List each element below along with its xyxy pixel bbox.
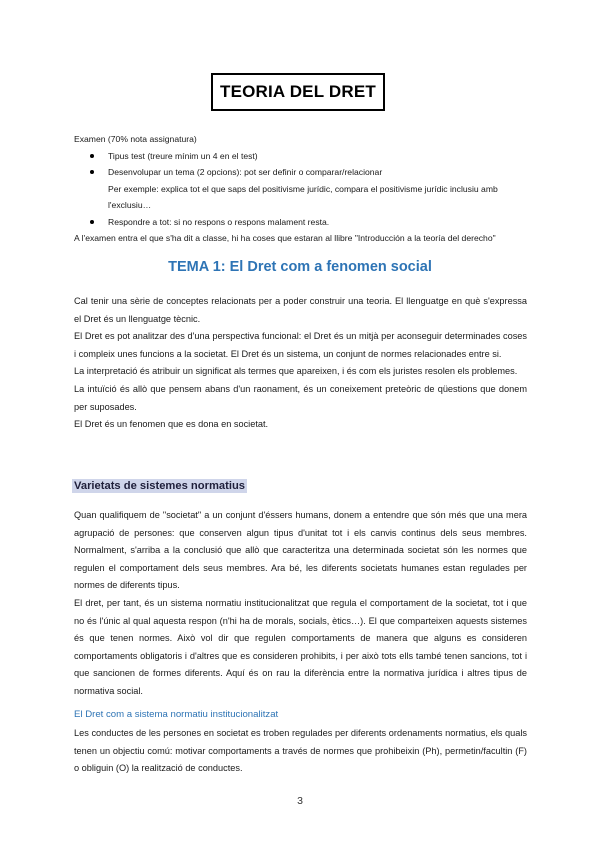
paragraph: El dret, per tant, és un sistema normatiu institucionalitzat que regula el comportament de la societat, tot i que no és l'únic al qual aquesta respon (n'hi ha de morals, socials, ètics…). El que comparteixen aquests sistemes és que tenen normes. Això vol dir que regulen comportaments de manera que alguns es consideren comportaments obligatoris i d'altres que es consideren prohibits, i per això tots ells també tenen sancions, tot i que sancionen de formes diferents. Aquí és on rau la diferència entre la normativa jurídica i altres tipus de normativa social. bbox=[74, 597, 527, 696]
paragraph: Les conductes de les persones en societat es troben regulades per diferents ordenaments normatius, els quals tenen un objectiu comú: motivar comportaments a través de normes que prohibeixin (Ph), permetin/facultin (F) o obliguin (O) la realització de conductes. bbox=[74, 728, 527, 774]
exam-info bbox=[74, 131, 534, 247]
exam-closing: A l'examen entra el que s'ha dit a classe, hi ha coses que estaran al llibre "Introducción a la teoría del derecho" bbox=[74, 233, 496, 243]
paragraph: El Dret es pot analitzar des d'una perspectiva funcional: el Dret és un mitjà per aconseguir determinades coses i compleix unes funcions a la societat. El Dret és un sistema, un conjunt de normes relacionades entre si. bbox=[74, 331, 527, 359]
section-heading-sistema: El Dret com a sistema normatiu institucionalitzat bbox=[74, 709, 279, 720]
paragraph: El Dret és un fenomen que es dona en societat. bbox=[74, 419, 269, 430]
list-item: Tipus test (treure mínim un 4 en el test) bbox=[74, 148, 534, 165]
bullet-icon bbox=[90, 220, 94, 224]
sistema-section bbox=[74, 725, 527, 778]
list-item: Respondre a tot: si no respons o respons malament resta. bbox=[74, 214, 534, 231]
bullet-icon bbox=[90, 170, 94, 174]
bullet-icon bbox=[90, 154, 94, 158]
page-number: 3 bbox=[297, 795, 303, 807]
intro-section bbox=[74, 293, 527, 434]
paragraph: La interpretació és atribuir un significat als termes que apareixen, i és com els juristes resolen els problemes. bbox=[74, 366, 518, 377]
paragraph: La intuïció és allò que pensem abans d'un raonament, és un coneixement preteòric de qüestions que donem per suposades. bbox=[74, 383, 527, 412]
tema-heading: TEMA 1: El Dret com a fenomen social bbox=[168, 259, 432, 275]
paragraph: Quan qualifiquem de "societat" a un conjunt d'éssers humans, donem a entendre que són més que una mera agrupació de persones: que conserven algun tipus d'unitat tot i els canvis continus dels seus membres. Normalment, s'arriba a la conclusió que allò que caracteritza una determinada societat són les normes que regulen el comportament dels seus membres. Ara bé, les diferents societats humanes estan regulades per normes de diferents tipus. bbox=[74, 510, 527, 591]
exam-example-cont: l'exclusiu… bbox=[108, 200, 152, 210]
exam-bullet-list bbox=[74, 148, 534, 181]
exam-intro: Examen (70% nota assignatura) bbox=[74, 134, 197, 144]
list-item: Desenvolupar un tema (2 opcions): pot ser definir o comparar/relacionar bbox=[74, 164, 534, 181]
exam-example: Per exemple: explica tot el que saps del positivisme jurídic, compara el positivisme jurídic inclusiu amb bbox=[108, 183, 498, 194]
document-title: TEORIA DEL DRET bbox=[211, 73, 385, 111]
varietats-section bbox=[74, 507, 527, 701]
paragraph: Cal tenir una sèrie de conceptes relacionats per a poder construir una teoria. El llenguatge en què s'expressa el Dret és un llenguatge tècnic. bbox=[74, 296, 527, 324]
section-heading-varietats: Varietats de sistemes normatius bbox=[74, 480, 245, 492]
